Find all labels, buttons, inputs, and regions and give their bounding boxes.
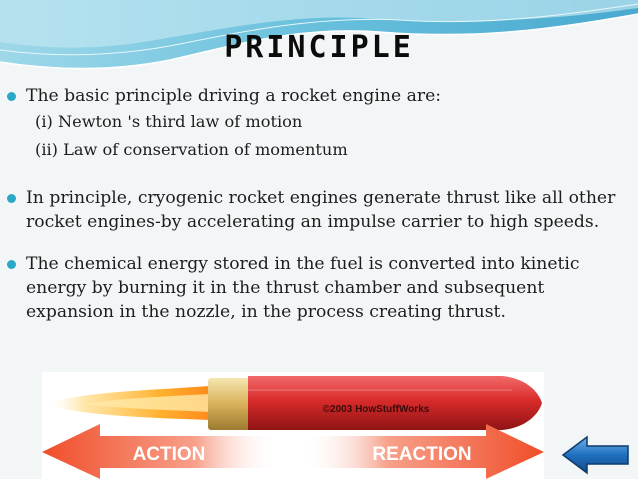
sub-item: (i) Newton 's third law of motion [35, 112, 303, 131]
bullet-item [7, 84, 635, 108]
action-label: ACTION [132, 444, 206, 465]
reaction-label: REACTION [372, 444, 472, 465]
bullet-text: The chemical energy stored in the fuel is converted into kinetic energy by burning it in the thrust chamber and subsequent expansion in the nozzle, in the process creating thrust. [26, 254, 580, 322]
slide-title: PRINCIPLE [224, 30, 414, 65]
bullet-item [7, 186, 635, 234]
rocket-thrust-illustration [42, 372, 544, 479]
rocket-body [248, 376, 542, 430]
rocket-thrust-figure [42, 372, 544, 479]
left-arrow-icon[interactable] [561, 435, 631, 475]
rocket-nozzle [208, 378, 250, 430]
bullet-item [7, 252, 635, 324]
bullet-text: The basic principle driving a rocket engine are: [26, 86, 442, 106]
bullet-dot-icon [7, 194, 16, 203]
bullet-text: In principle, cryogenic rocket engines generate thrust like all other rocket engines-by accelerating an impulse carrier to high speeds. [26, 188, 616, 232]
slide-content [7, 84, 635, 324]
sub-item: (ii) Law of conservation of momentum [35, 140, 348, 159]
bullet-dot-icon [7, 260, 16, 269]
bullet-dot-icon [7, 92, 16, 101]
copyright-label: ©2003 HowStuffWorks [322, 404, 430, 415]
